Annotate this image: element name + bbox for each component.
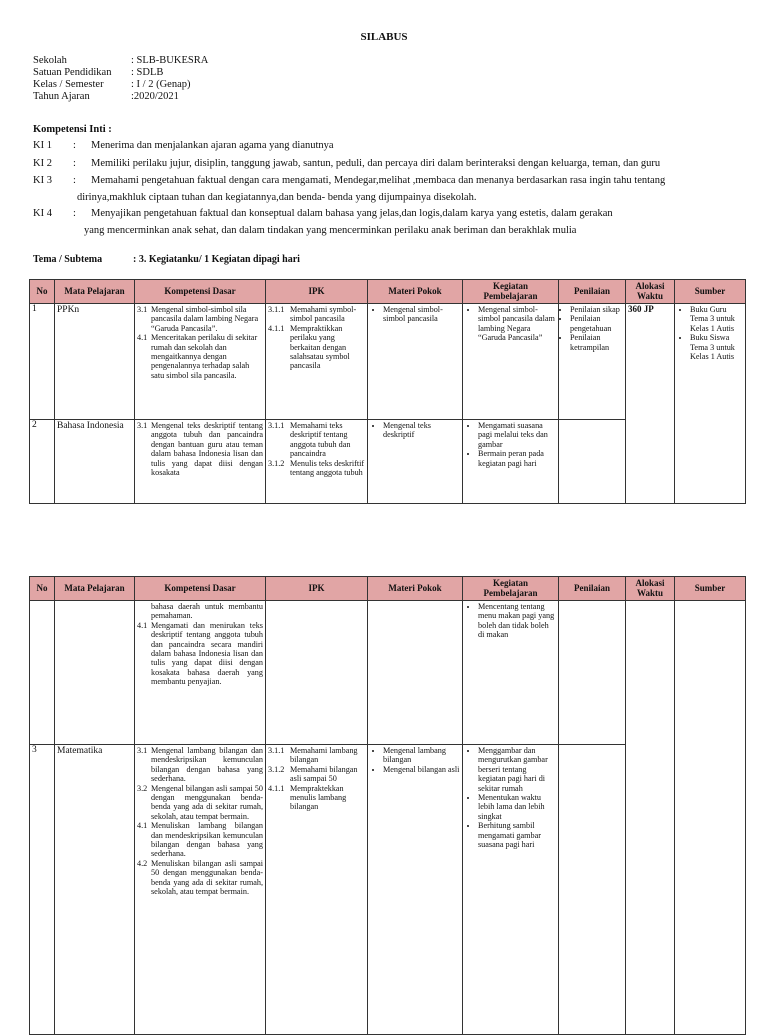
silabus-table-1 [29,279,746,504]
cell-materi [368,420,463,504]
cell-sumber [675,304,746,504]
header-ipk: IPK [266,577,368,601]
materi-item: • Mengenal bilangan asli [383,765,460,774]
cell-mapel: Bahasa Indonesia [55,420,135,504]
header-penilaian: Penilaian [559,577,626,601]
table-row [30,304,746,420]
ki-colon: : [73,208,76,219]
sumber-item: • Buku Siswa Tema 3 untuk Kelas 1 Autis [690,333,743,361]
ki-colon: : [73,158,76,169]
penilaian-item: • Penilaian pengetahuan [570,314,623,333]
cell-alokasi [626,601,675,1035]
ki-heading: Kompetensi Inti : [33,124,112,135]
kd-num: 4.1 [137,333,148,343]
cell-ipk [266,304,368,420]
info-row [33,79,208,91]
info-label: Kelas / Semester [33,79,104,90]
materi-item: • Mengenal lambang bilangan [383,746,460,765]
page-title: SILABUS [360,31,408,43]
ki-item [33,139,743,153]
kd-num: 3.2 [137,783,148,793]
header-kegiatan: Kegiatan Pembelajaran [463,577,559,601]
ipk-num: 3.1.2 [268,764,285,774]
kd-item [137,821,263,859]
tema-value: : 3. Kegiatanku/ 1 Kegiatan dipagi hari [133,254,300,265]
cell-sumber [675,601,746,1035]
ipk-item [268,459,365,478]
kd-item [137,621,263,687]
ipk-text: Menulis teks deskriftif tentang anggota tubuh [290,458,365,478]
info-label: Sekolah [33,55,67,66]
ipk-text: Mempraktekkan menulis lambang bilangan [290,783,347,812]
header-penilaian: Penilaian [559,280,626,304]
cell-kd [135,304,266,420]
kd-num: 4.1 [137,620,148,630]
header-no: No [30,280,55,304]
kd-item [137,602,263,621]
kegiatan-item: • Bermain peran pada kegiatan pagi hari [478,449,556,468]
cell-ipk [266,601,368,745]
kd-text: Menuliskan bilangan asli sampai 50 dengan menggunakan benda-benda yang ada di sekitar rumah, sekolah, atau tempat bermain. [151,858,263,897]
cell-materi [368,601,463,745]
kegiatan-item: • Mencentang tentang menu makan pagi yang boleh dan tidak boleh di makan [478,602,556,640]
header-kd: Kompetensi Dasar [135,577,266,601]
cell-no: 3 [30,745,55,1035]
tema-label: Tema / Subtema [33,254,103,265]
header-kd: Kompetensi Dasar [135,280,266,304]
ki-text: Memiliki perilaku jujur, disiplin, tanggung jawab, santun, peduli, dan percaya diri dalam berinteraksi dengan keluarga, teman, dan guru [91,158,661,169]
info-label: Tahun Ajaran [33,91,90,102]
ipk-text: Memahami teks deskriptif tentang anggota tubuh dan pancaindra [290,421,351,459]
ki-text-line: Menyajikan pengetahuan faktual dan konseptual dalam bahasa yang jelas,dan logis,dalam karya yang estetis, dalam gerakan [91,208,613,219]
ki-code: KI 3 [33,175,52,186]
header-mapel: Mata Pelajaran [55,280,135,304]
ki-code: KI 2 [33,158,52,169]
kd-item [137,784,263,822]
kd-text: Mengenal bilangan asli sampai 50 dengan menggunakan benda-benda yang ada di sekitar rumah, sekolah, atau tempat bermain. [151,783,263,821]
header-materi: Materi Pokok [368,577,463,601]
kegiatan-item: • Mengenal simbol-simbol pancasila dalam lambing Negara “Garuda Pancasila” [478,305,556,343]
header-alokasi: Alokasi Waktu [626,280,675,304]
header-mapel: Mata Pelajaran [55,577,135,601]
kd-text: bahasa daerah untuk membantu pemahaman. [151,602,263,621]
ki-text [84,207,743,238]
kd-text: Menuliskan lambang bilangan dan mendeskripsikan kemunculan bilangan dengan bahasa yang sederhana. [151,821,263,859]
kegiatan-item: • Berhitung sambil mengamati gambar suasana pagi hari [478,821,556,849]
ipk-text: Mempraktikkan perilaku yang berkaitan dengan salahsatau symbol pancasila [290,323,350,371]
ipk-item [268,324,365,371]
ipk-item [268,765,365,784]
kd-text: Mengenal lambang bilangan dan mendeskripsikan kemunculan bilangan dengan bahasa yang sederhana. [151,746,263,784]
school-info [33,55,208,103]
ipk-num: 4.1.1 [268,323,285,333]
cell-kegiatan [463,304,559,420]
cell-kd [135,601,266,745]
cell-kegiatan [463,420,559,504]
table-header-row [30,280,746,304]
ipk-text: Memahami lambang bilangan [290,746,358,765]
cell-no: 2 [30,420,55,504]
kd-text: Mengamati dan menirukan teks deskriptif tentang anggota tubuh dan pancaindra secara mandiri dalam bahasa Indonesia lisan dan tulis yang dapat diisi dengan kosakata bahasa daerah yang membantu penyajian. [151,620,263,687]
sumber-item: • Buku Guru Tema 3 untuk Kelas 1 Autis [690,305,743,333]
header-sumber: Sumber [675,280,746,304]
table-row [30,601,746,745]
table-header-row [30,577,746,601]
kd-item [137,305,263,333]
ipk-num: 3.1.1 [268,746,285,755]
header-materi: Materi Pokok [368,280,463,304]
kegiatan-item: • Menggambar dan mengurutkan gambar berseri tentang kegiatan pagi hari di sekitar rumah [478,746,556,793]
cell-mapel [55,601,135,745]
info-row [33,55,208,67]
info-value: : SLB-BUKESRA [131,55,209,66]
cell-alokasi: 360 JP [626,304,675,504]
ipk-num: 3.1.1 [268,305,285,314]
header-sumber: Sumber [675,577,746,601]
header-kegiatan: Kegiatan Pembelajaran [463,280,559,304]
kd-item [137,421,263,477]
kd-num [137,602,151,621]
kd-text: Menceritakan perilaku di sekitar rumah dan sekolah dan mengaitkannya dengan pengenalannya terhadap salah satu simbol sila pancasila. [151,333,258,380]
cell-mapel: Matematika [55,745,135,1035]
header-alokasi: Alokasi Waktu [626,577,675,601]
ki-colon: : [73,175,76,186]
ipk-num: 3.1.2 [268,458,285,468]
ipk-num: 3.1.1 [268,421,285,430]
cell-penilaian [559,745,626,1035]
cell-kegiatan [463,745,559,1035]
ipk-text: Memahami symbol-simbol pancasila [290,305,357,324]
materi-item: • Mengenal simbol-simbol pancasila [383,305,460,324]
kd-num: 4.2 [137,858,148,868]
ipk-item [268,421,365,459]
ki-colon: : [73,140,76,151]
silabus-table-2 [29,576,746,1035]
ipk-item [268,305,365,324]
ipk-text: Memahami bilangan asli sampai 50 [290,764,358,784]
ki-text: Menerima dan menjalankan ajaran agama yang dianutnya [91,140,334,151]
kd-num: 3.1 [137,746,148,755]
info-value: : I / 2 (Genap) [131,79,191,90]
kd-num: 3.1 [137,421,148,430]
penilaian-item: • Penilaian ketrampilan [570,333,623,352]
cell-ipk [266,745,368,1035]
cell-penilaian [559,304,626,420]
ki-item [33,157,743,171]
header-no: No [30,577,55,601]
cell-penilaian [559,420,626,504]
info-row [33,67,208,79]
cell-kd [135,420,266,504]
kd-num: 3.1 [137,305,148,314]
info-label: Satuan Pendidikan [33,67,112,78]
ki-code: KI 1 [33,140,52,151]
ki-text [77,174,743,205]
cell-no: 1 [30,304,55,420]
kd-item [137,746,263,784]
ki-text-line: Memahami pengetahuan faktual dengan cara mengamati, Mendegar,melihat ,membaca dan menanya berdasarkan rasa ingin tahu tentang [91,175,666,186]
ki-code: KI 4 [33,208,52,219]
cell-materi [368,304,463,420]
tema-subtema [33,254,300,265]
cell-no [30,601,55,745]
header-ipk: IPK [266,280,368,304]
info-row [33,91,208,103]
kd-num: 4.1 [137,821,148,831]
info-value: : SDLB [131,67,164,78]
ipk-num: 4.1.1 [268,783,285,793]
ki-item [33,207,743,238]
kd-text: Mengenal simbol-simbol sila pancasila dalam lambing Negara “Garuda Pancasila”. [151,305,259,333]
kd-text: Mengenal teks deskriptif tentang anggota tubuh dan pancaindra dengan bantuan guru atau teman dalam bahasa Indonesia lisan dan tulis yang dapat diisi dengan kosakata [151,421,263,478]
ki-item [33,174,743,205]
kd-item [137,859,263,897]
ipk-item [268,746,365,765]
info-value: :2020/2021 [131,91,179,102]
kegiatan-item: • Mengamati suasana pagi melalui teks dan gambar [478,421,556,449]
cell-mapel: PPKn [55,304,135,420]
materi-item: • Mengenal teks deskriptif [383,421,460,440]
kegiatan-item: • Menentukan waktu lebih lama dan lebih singkat [478,793,556,821]
ki-text-continuation: yang mencerminkan anak sehat, dan dalam tindakan yang mencerminkan perilaku anak beriman dan berakhlak mulia [84,225,577,236]
penilaian-item: • Penilaian sikap [570,305,623,314]
kd-item [137,333,263,380]
cell-materi [368,745,463,1035]
cell-penilaian [559,601,626,745]
cell-kegiatan [463,601,559,745]
cell-kd [135,745,266,1035]
cell-ipk [266,420,368,504]
ki-text-continuation: dirinya,makhluk ciptaan tuhan dan kegiatannya,dan benda- benda yang dijumpainya disekolah. [77,192,477,203]
ipk-item [268,784,365,812]
